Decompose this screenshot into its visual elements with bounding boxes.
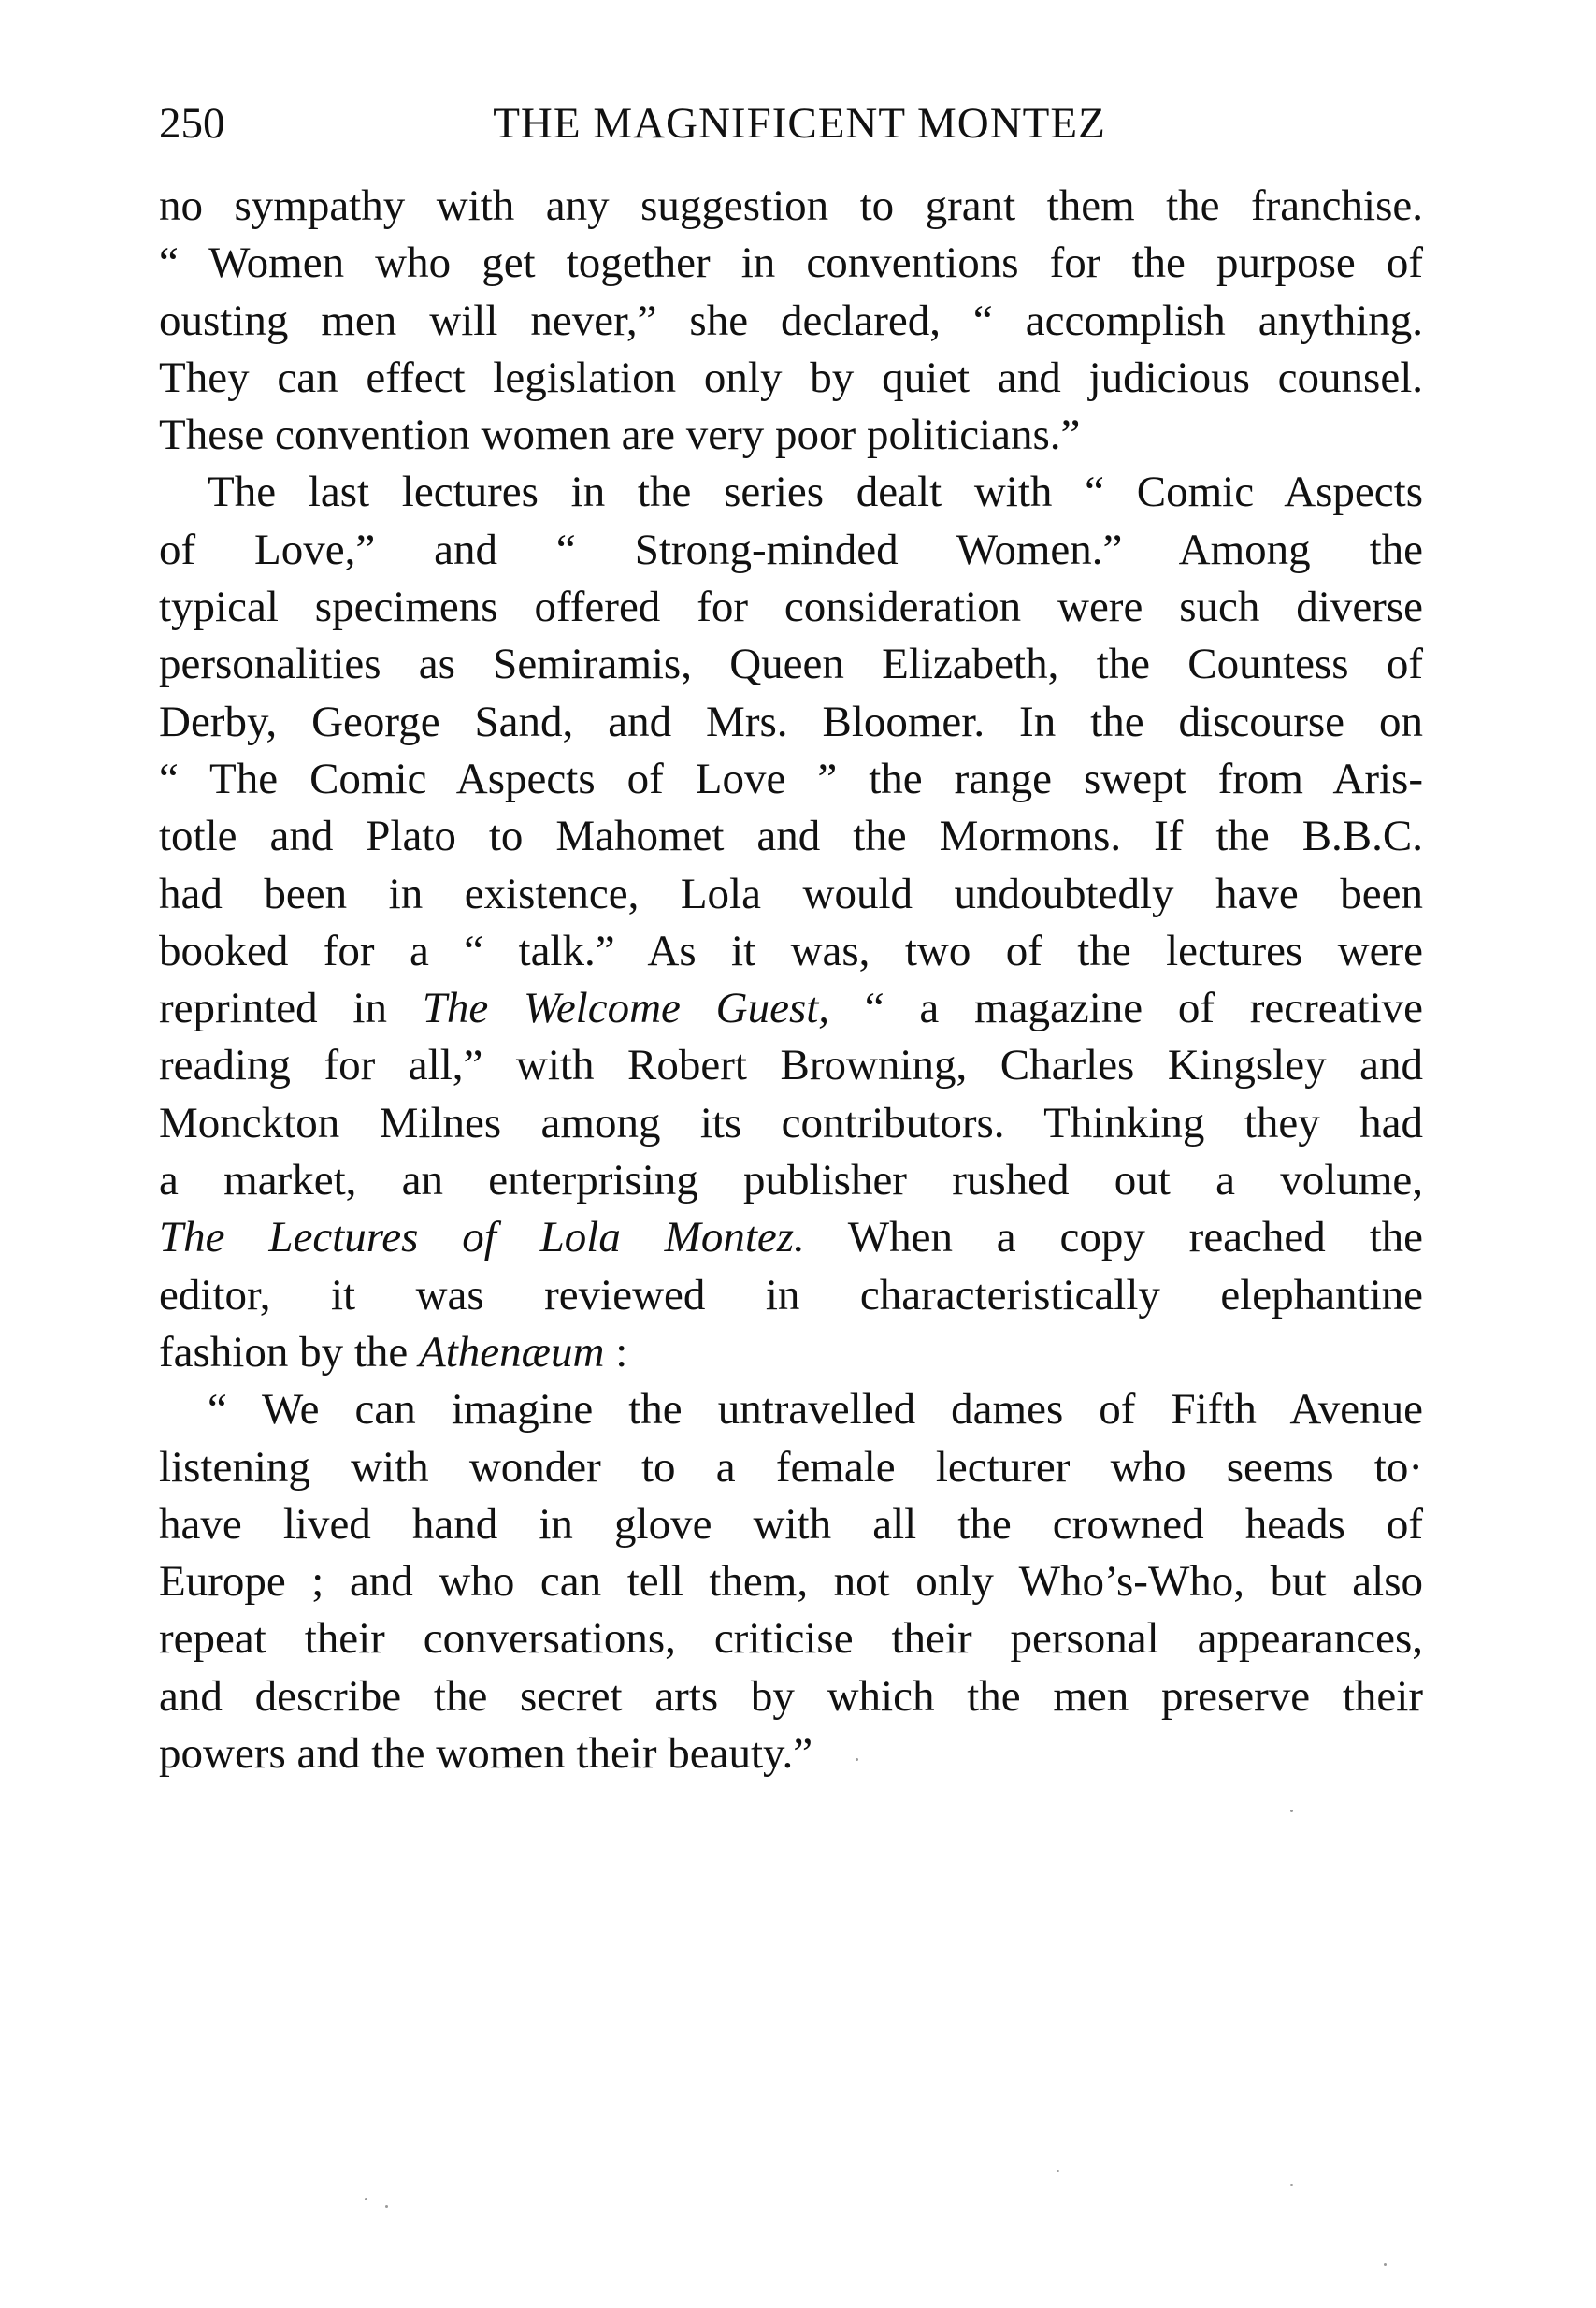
- scan-speck: [1384, 2263, 1387, 2266]
- text-line: [159, 1209, 1423, 1266]
- text-line: repeat their conversations, criticise their personal appearances,: [159, 1614, 1423, 1664]
- text-line: reading for all,” with Robert Browning, Charles Kingsley and: [159, 1041, 1423, 1090]
- italic-title: The Lectures of Lola Montez.: [159, 1213, 805, 1262]
- text-line: [159, 980, 1423, 1037]
- text-line: They can effect legislation only by quiet and judicious counsel.: [159, 353, 1423, 402]
- text-segment: “ a magazine of recreative: [829, 984, 1424, 1033]
- italic-title: Athenæum: [419, 1327, 605, 1377]
- scan-speck: [365, 2198, 367, 2200]
- text-line: listening with wonder to a female lecturer who seems to·: [159, 1442, 1423, 1492]
- text-line: no sympathy with any suggestion to grant them the franchise.: [159, 181, 1423, 230]
- text-line: Derby, George Sand, and Mrs. Bloomer. In the discourse on: [159, 697, 1423, 746]
- text-line: “ Women who get together in conventions for the purpose of: [159, 238, 1423, 288]
- body-text: [159, 178, 1423, 1782]
- text-line: [159, 1324, 1423, 1381]
- scan-speck: [856, 1758, 858, 1761]
- running-title: THE MAGNIFICENT MONTEZ: [493, 99, 1106, 148]
- text-segment: When a copy reached the: [804, 1213, 1424, 1262]
- scan-speck: [1290, 2184, 1293, 2186]
- text-line: Monckton Milnes among its contributors. Thinking they had: [159, 1098, 1423, 1147]
- text-segment: reprinted in: [159, 984, 423, 1033]
- text-line: and describe the secret arts by which the men preserve their: [159, 1671, 1423, 1721]
- text-line: totle and Plato to Mahomet and the Mormons. If the B.B.C.: [159, 812, 1423, 861]
- text-line: booked for a “ talk.” As it was, two of the lectures were: [159, 926, 1423, 975]
- italic-title: The Welcome Guest,: [422, 984, 830, 1033]
- text-line: personalities as Semiramis, Queen Elizabeth, the Countess of: [159, 640, 1423, 689]
- text-line: of Love,” and “ Strong-minded Women.” Among the: [159, 525, 1423, 574]
- text-line: “ The Comic Aspects of Love ” the range swept from Aris-: [159, 754, 1423, 803]
- scan-speck: [385, 2205, 388, 2208]
- text-line: editor, it was reviewed in characteristically elephantine: [159, 1270, 1423, 1320]
- text-line: ousting men will never,” she declared, “ accomplish anything.: [159, 296, 1423, 345]
- page-header: [159, 98, 1412, 164]
- text-line: had been in existence, Lola would undoubtedly have been: [159, 869, 1423, 918]
- text-segment: fashion by the: [159, 1327, 420, 1377]
- text-segment: :: [604, 1327, 628, 1377]
- text-line: have lived hand in glove with all the crowned heads of: [159, 1499, 1423, 1549]
- text-line: “ We can imagine the untravelled dames of Fifth Avenue: [208, 1385, 1423, 1435]
- text-line: Europe ; and who can tell them, not only Who’s-Who, but also: [159, 1557, 1423, 1607]
- scan-speck: [1290, 1810, 1293, 1812]
- page-number: 250: [159, 99, 225, 148]
- text-line: a market, an enterprising publisher rushed out a volume,: [159, 1156, 1423, 1205]
- text-line: typical specimens offered for consideration were such diverse: [159, 583, 1423, 632]
- text-line: These convention women are very poor politicians.”: [159, 411, 1081, 460]
- text-line: The last lectures in the series dealt with “ Comic Aspects: [208, 468, 1423, 517]
- scan-speck: [1057, 2170, 1059, 2172]
- text-line: powers and the women their beauty.”: [159, 1729, 813, 1779]
